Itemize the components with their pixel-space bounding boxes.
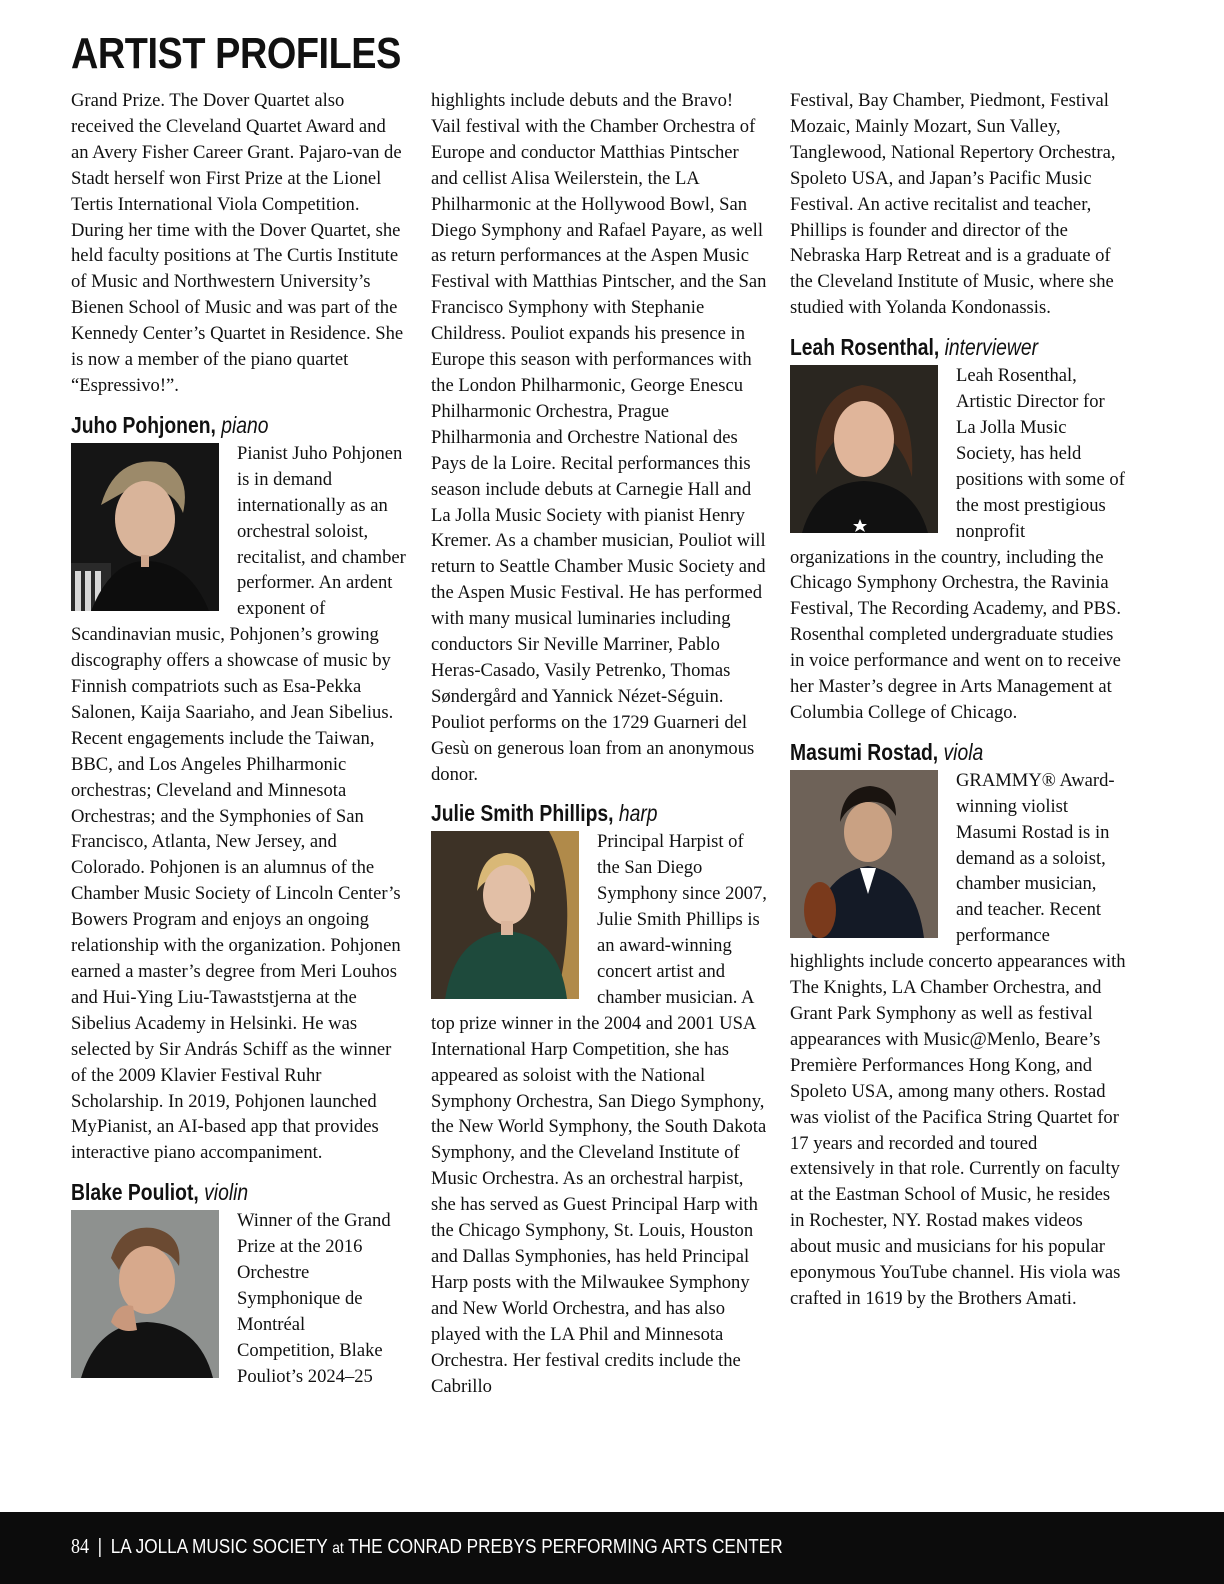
- profile-heading-leah-rosenthal: [790, 332, 1072, 363]
- artist-role: harp: [618, 800, 658, 827]
- artist-name: Blake Pouliot,: [71, 1179, 199, 1206]
- artist-name: Masumi Rostad,: [790, 738, 939, 765]
- artist-bio: Pianist Juho Pohjonen is in demand internationally as an orchestral soloist, recitalist, and chamber performer. An ardent exponent of Scandinavian music, Pohjonen’s growing discography offers a showcase of music by Finnish compatriots such as Esa-Pekka Salonen, Kaija Saariaho, and Jean Sibelius. Recent engagements include the Taiwan, BBC, and Los Angeles Philharmonic orchestras; Cleveland and Minnesota Orchestras; and the Symphonies of San Francisco, Atlanta, New Jersey, and Colorado. Pohjonen is an alumnus of the Chamber Music Society of Lincoln Center’s Bowers Program and enjoys an ongoing relationship with the organization. Pohjonen earned a master’s degree from Meri Louhos and Hui-Ying Liu-Tawaststjerna at the Sibelius Academy in Helsinki. He was selected by Sir András Schiff as the winner of the 2009 Klavier Festival Ruhr Scholarship. In 2019, Pohjonen launched MyPianist, an AI-based app that provides interactive piano accompaniment.: [71, 442, 406, 1164]
- footer-separator: |: [97, 1536, 103, 1558]
- continued-bio-text: Grand Prize. The Dover Quartet also received the Cleveland Quartet Award and an Avery Fisher Career Grant. Pajaro-van de Stadt herself won First Prize at the Lionel Tertis International Viola Competition. During her time with the Dover Quartet, she held faculty positions at The Curtis Institute of Music and Northwestern University’s Bienen School of Music and was part of the Kennedy Center’s Quartet in Residence. She is now a member of the piano quartet “Espressivo!”.: [71, 90, 404, 396]
- julie-smith-phillips-photo: [431, 831, 579, 999]
- footer-org: LA JOLLA MUSIC SOCIETY: [110, 1536, 328, 1558]
- profile-heading-blake-pouliot: [71, 1177, 353, 1208]
- artist-bio-continued: Festival, Bay Chamber, Piedmont, Festival Mozaic, Mainly Mozart, Sun Valley, Tanglewood, National Repertory Orchestra, Spoleto USA, and Japan’s Pacific Music Festival. An active recitalist and teacher, Phillips is founder and director of the Nebraska Harp Retreat and is a graduate of the Cleveland Institute of Music, where she studied with Yolanda Kondonassis.: [790, 90, 1116, 319]
- artist-name: Leah Rosenthal,: [790, 334, 940, 361]
- artist-role: violin: [204, 1179, 249, 1206]
- page-number: 84: [71, 1534, 90, 1558]
- artist-role: viola: [943, 738, 984, 765]
- profile-heading-julie-smith-phillips: [431, 798, 713, 829]
- artist-bio: Principal Harpist of the San Diego Symphony since 2007, Julie Smith Phillips is an award-winning concert artist and chamber musician. A top prize winner in the 2004 and 2001 USA International Harp Competition, she has appeared as soloist with the National Symphony Orchestra, San Diego Symphony, the New World Symphony, the South Dakota Symphony, and the Cleveland Institute of Music Orchestra. As an orchestral harpist, she has served as Guest Principal Harp with the Chicago Symphony, St. Louis, Houston and Dallas Symphonies, has held Principal Harp posts with the Milwaukee Symphony and New World Orchestra, and has also played with the LA Phil and Minnesota Orchestra. Her festival credits include the Cabrillo: [431, 831, 767, 1397]
- artist-bio-continued: highlights include debuts and the Bravo! Vail festival with the Chamber Orchestra of Europe and conductor Matthias Pintscher and cellist Alisa Weilerstein, the LA Philharmonic at the Hollywood Bowl, San Diego Symphony and Rafael Payare, as well as return performances at the Aspen Music Festival with Matthias Pintscher, and the San Francisco Symphony with Stephanie Childress. Pouliot expands his presence in Europe this season with performances with the London Philharmonic, George Enescu Philharmonic Orchestra, Prague Philharmonia and Orchestre National des Pays de la Loire. Recital performances this season include debuts at Carnegie Hall and La Jolla Music Society with pianist Henry Kremer. As a chamber musician, Pouliot will return to Seattle Chamber Music Society and the Aspen Music Festival. He has performed with many musical luminaries including conductors Sir Neville Marriner, Pablo Heras-Casado, Vasily Petrenko, Thomas Søndergård and Yannick Nézet-Séguin. Pouliot performs on the 1729 Guarneri del Gesù on generous loan from an anonymous donor.: [431, 90, 767, 785]
- profile-heading-juho-pohjonen: [71, 410, 353, 441]
- footer-venue: THE CONRAD PREBYS PERFORMING ARTS CENTER: [348, 1536, 783, 1558]
- masumi-rostad-photo: [790, 770, 938, 938]
- blake-pouliot-photo: [71, 1210, 219, 1378]
- footer-at: at: [332, 1540, 344, 1557]
- page-title: ARTIST PROFILES: [71, 29, 401, 78]
- profile-heading-masumi-rostad: [790, 737, 1072, 768]
- footer-text: [71, 1534, 783, 1559]
- artist-role: interviewer: [944, 334, 1039, 361]
- artist-bio: GRAMMY® Award-winning violist Masumi Rostad is in demand as a soloist, chamber musician, and teacher. Recent performance highlights include concerto appearances with The Knights, LA Chamber Orchestra, and Grant Park Symphony as well as festival appearances with Music@Menlo, Beare’s Première Performances Hong Kong, and Spoleto USA, among many others. Rostad was violist of the Pacifica String Quartet for 17 years and recorded and toured extensively in that role. Currently on faculty at the Eastman School of Music, he resides in Rochester, NY. Rostad makes videos about music and musicians for his popular eponymous YouTube channel. His viola was crafted in 1619 by the Brothers Amati.: [790, 769, 1126, 1309]
- leah-rosenthal-photo: [790, 365, 938, 533]
- column-2: [431, 88, 767, 1399]
- artist-bio: Winner of the Grand Prize at the 2016 Orchestre Symphonique de Montréal Competition, Blake Pouliot’s 2024–25: [237, 1210, 391, 1387]
- column-3: [790, 88, 1126, 1312]
- artist-name: Juho Pohjonen,: [71, 411, 216, 438]
- column-1: [71, 88, 407, 1390]
- juho-pohjonen-photo: [71, 443, 219, 611]
- artist-bio: Leah Rosenthal, Artistic Director for La Jolla Music Society, has held positions with some of the most prestigious nonprofit organizations in the country, including the Chicago Symphony Orchestra, the Ravinia Festival, The Recording Academy, and PBS. Rosenthal completed undergraduate studies in voice performance and went on to receive her Master’s degree in Arts Management at Columbia College of Chicago.: [790, 365, 1125, 723]
- page-footer: [0, 1512, 1224, 1584]
- artist-role: piano: [221, 411, 269, 438]
- artist-name: Julie Smith Phillips,: [431, 800, 614, 827]
